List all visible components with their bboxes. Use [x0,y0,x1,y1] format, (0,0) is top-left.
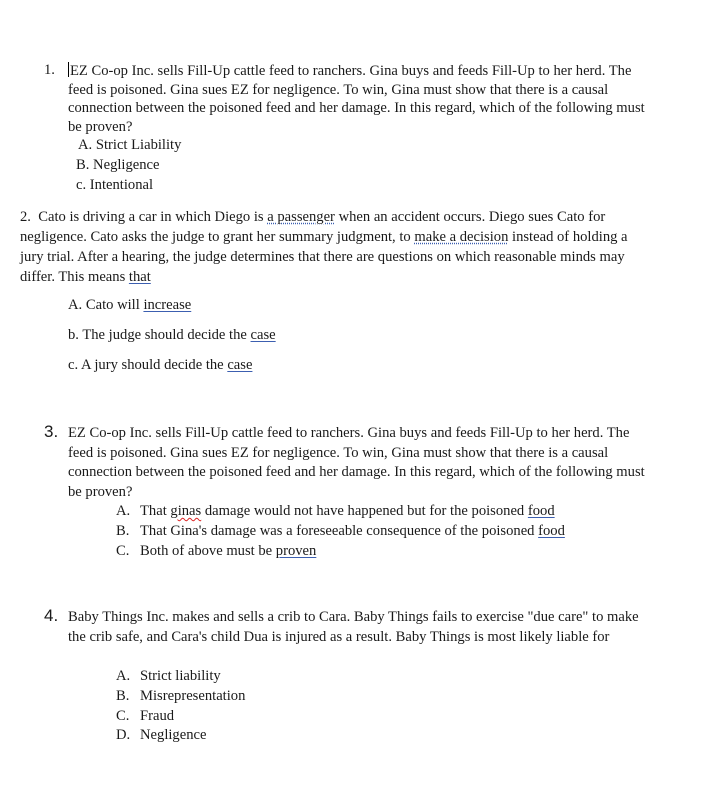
question-1-option-c[interactable]: c. Intentional [76,176,154,193]
question-4-option-c[interactable]: C. Fraud [116,707,175,724]
grammar-flag-case[interactable]: case [227,357,253,373]
question-3-options [116,502,565,561]
question-1-option-a[interactable]: A. Strict Liability [78,137,182,153]
question-1-text[interactable]: EZ Co-op Inc. sells Fill-Up cattle feed to ranchers. Gina buys and feeds Fill-Up to her herd. The feed is poisoned. Gina sues EZ for negligence. To win, Gina must show that there is a causal connection between the poisoned feed and her damage. In this regard, which of the following must be proven? [68,63,645,135]
question-1-options [74,136,181,195]
question-3-option-c[interactable]: C. Both of above must be proven [116,542,317,559]
question-2-text[interactable]: 2. Cato is driving a car in which Diego is a passenger when an accident occurs. Diego sues Cato for negligence. Cato asks the judge to grant her summary judgment, to make a decision instead of holding a jury trial. After a hearing, the judge determines that there are questions on which reasonable minds may differ. This means that [20,209,628,285]
question-4-option-d[interactable]: D. Negligence [116,727,207,744]
grammar-flag-make-a-decision[interactable]: make a decision [414,229,509,245]
grammar-flag-proven[interactable]: proven [275,542,317,559]
grammar-flag-passenger[interactable]: a passenger [267,209,335,225]
question-4 [44,608,654,647]
grammar-flag-that[interactable]: that [128,269,151,285]
question-2-option-b[interactable]: b. The judge should decide the case [68,327,276,343]
grammar-flag-food[interactable]: food [527,503,555,519]
spelling-flag-ginas[interactable]: ginas [170,503,202,519]
question-2-options [68,296,276,386]
question-4-number: 4. [44,606,59,625]
question-3 [44,424,654,502]
grammar-flag-food[interactable]: food [538,522,565,539]
question-1-number: 1. [44,62,55,78]
question-3-text[interactable]: EZ Co-op Inc. sells Fill-Up cattle feed to ranchers. Gina buys and feeds Fill-Up to her herd. The feed is poisoned. Gina sues EZ for negligence. To win, Gina must show that there is a causal connection between the poisoned feed and her damage. In this regard, which of the following must be proven? [68,425,645,500]
question-4-option-a[interactable]: A. Strict liability [116,668,221,684]
question-4-option-b[interactable]: B. Misrepresentation [116,687,246,704]
question-4-text[interactable]: Baby Things Inc. makes and sells a crib to Cara. Baby Things fails to exercise "due care" to make the crib safe, and Cara's child Dua is injured as a result. Baby Things is most likely liable for [68,609,639,645]
question-1-option-b[interactable]: B. Negligence [76,156,160,173]
question-3-number: 3. [44,422,59,441]
question-2 [20,207,640,287]
question-3-option-a[interactable]: A. That ginas damage would not have happened but for the poisoned food [116,503,555,519]
question-2-option-c[interactable]: c. A jury should decide the case [68,357,253,373]
question-3-option-b[interactable]: B. That Gina's damage was a foreseeable consequence of the poisoned food [116,522,565,539]
question-2-option-a[interactable]: A. Cato will increase [68,297,192,313]
text-cursor [68,62,69,77]
question-1 [44,62,654,136]
grammar-flag-increase[interactable]: increase [143,297,192,313]
question-2-number: 2. [20,209,31,225]
grammar-flag-case[interactable]: case [250,327,276,343]
question-4-options [116,667,245,746]
